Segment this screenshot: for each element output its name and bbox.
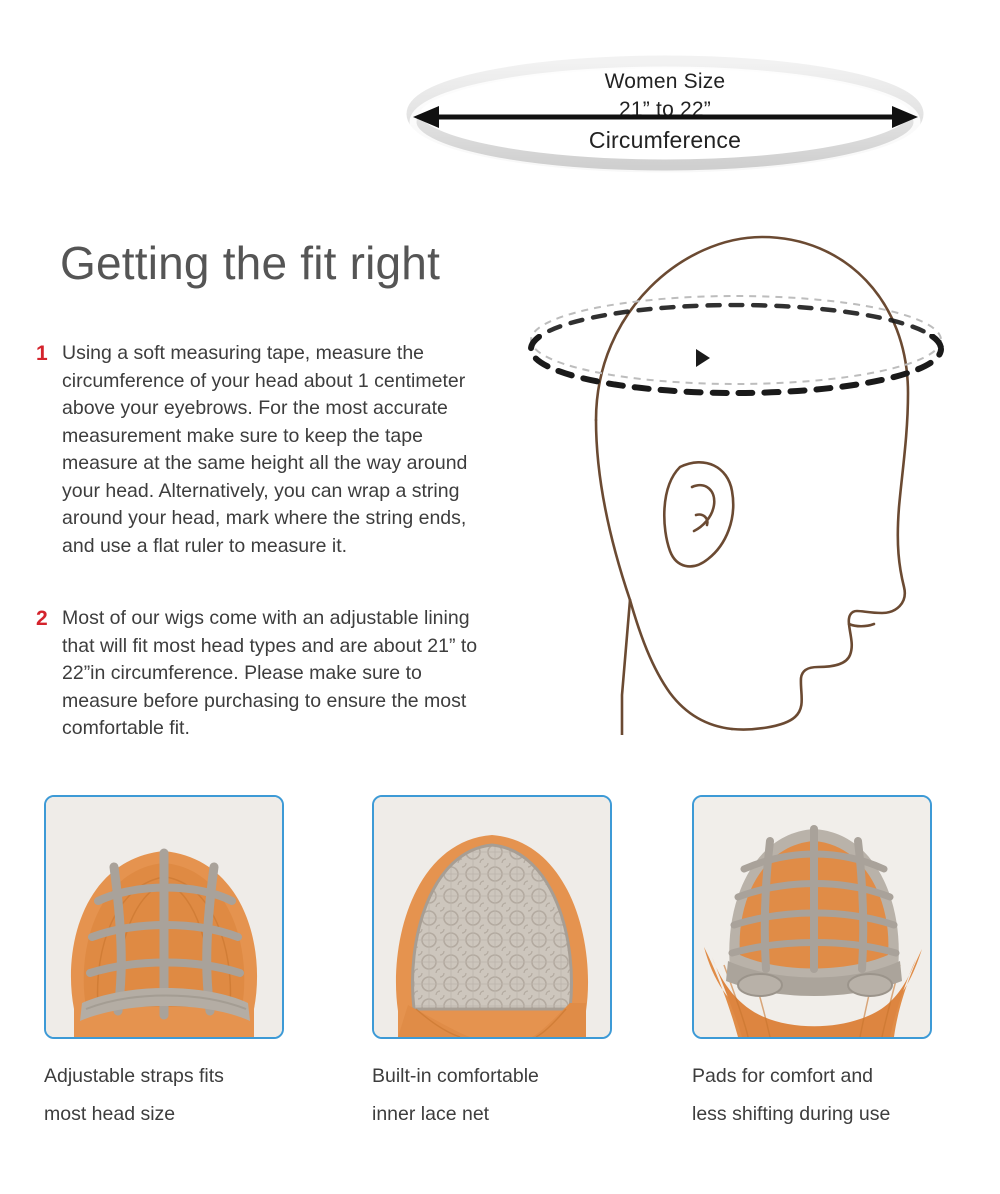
wig-cap-inner-lace-net-photo <box>372 795 612 1039</box>
feature-card <box>372 795 608 1133</box>
band-label-women-size: Women Size <box>604 70 726 93</box>
double-arrow-horizontal-icon <box>413 104 918 130</box>
instruction-step-2 <box>36 605 498 743</box>
caption-line-1: Adjustable straps fits <box>44 1065 224 1087</box>
feature-cards <box>0 795 1000 1155</box>
band-label-circumference: Circumference <box>588 127 742 153</box>
step-text: Most of our wigs come with an adjustable lining that will fit most head types and are about 21” to 22”in circumference. Please make sure to measure before purchasing to ensure the most comfortable fit. <box>62 607 478 739</box>
caption-line-2: most head size <box>44 1103 176 1125</box>
dashed-measuring-loop-icon <box>531 296 941 393</box>
caption-line-1: Pads for comfort and <box>692 1065 874 1087</box>
feature-card <box>692 795 928 1133</box>
wig-cap-comfort-pads-photo <box>692 795 932 1039</box>
instruction-step-1 <box>36 340 498 560</box>
card-caption <box>44 1057 280 1133</box>
caption-line-2: less shifting during use <box>692 1103 891 1125</box>
caption-line-1: Built-in comfortable <box>372 1065 539 1087</box>
wig-cap-adjustable-straps-photo <box>44 795 284 1039</box>
head-profile-with-measuring-line <box>500 215 980 735</box>
page-title: Getting the fit right <box>60 237 441 289</box>
measuring-band-illustration <box>405 52 925 182</box>
step-number: 2 <box>36 607 48 630</box>
band-label-size-range: 21” to 22” <box>619 98 711 121</box>
step-text: Using a soft measuring tape, measure the circumference of your head about 1 centimeter above your eyebrows. For the most accurate measurement make sure to keep the tape measure at the same height all the way around your head. Alternatively, you can wrap a string around your head, mark where the string ends, and use a flat ruler to measure it. <box>62 342 468 557</box>
feature-card <box>44 795 280 1133</box>
card-caption <box>372 1057 608 1133</box>
card-caption <box>692 1057 928 1133</box>
caption-line-2: inner lace net <box>372 1103 490 1125</box>
step-number: 1 <box>36 342 48 365</box>
